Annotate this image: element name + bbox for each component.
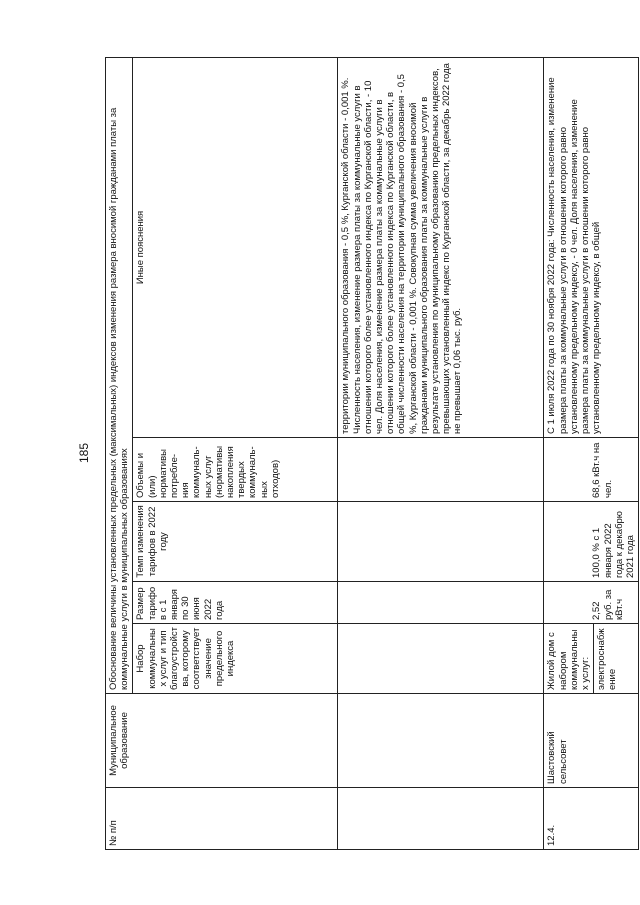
table-row (338, 57, 544, 849)
cell-tariff-rate (544, 502, 639, 582)
header-municipality: Муниципальное образование (106, 694, 338, 788)
cell-volumes (544, 438, 639, 502)
cell-empty (338, 582, 544, 624)
header-volumes: Объемы и (или) нормативы потребле-ния коммуналь-ных услуг (нормативы накопления твердых коммуналь-ных отходов) (133, 438, 338, 502)
header-group-title: Обоснование величины установленных предельных (максимальных) индексов изменения размера вносимой гражданами платы за коммунальные услуги в муниципальных образованиях (106, 57, 133, 693)
cell-empty (338, 694, 544, 788)
cell-empty (338, 788, 544, 850)
header-tariff-rate: Темп изменения тарифов в 2022 году (133, 502, 338, 582)
cell-set-line2: электроснабжение (593, 624, 618, 693)
cell-notes-continued: территории муниципального образования - 0,5 %, Курганской области - 0,001 %. Численность населения, изменение размера платы за коммунальные услуги в отношении которого более установленного индекса по Курганской области, - 10 чел. Доля населения, изменение размера платы за коммунальные услуги в отношении которого более установленного индекса по Курганской области, в общей численности населения на территории муниципального образования - 0,5 %, Курганской области - 0,001 %. Совокупная сумма увеличения вносимой гражданами муниципального образования платы за коммунальные услуги в результате установления по муниципальному образованию предельных индексов, превышающих установленный индекс по Курганской области, за декабрь 2022 года не превышает 0,06 тыс. руб. (338, 57, 544, 437)
table-frame (105, 58, 637, 850)
tariff-size-value: 2,52 руб. за кВт.ч (591, 589, 625, 620)
cell-empty (338, 624, 544, 694)
header-set: Набор коммунальных услуг и тип благоустройства, которому соответствует значение предельного индекса (133, 624, 338, 694)
cell-empty (338, 438, 544, 502)
cell-set-line1: Жилой дом с набором коммунальных услуг: (546, 629, 592, 690)
justification-table (105, 57, 639, 850)
volumes-value: 68,6 кВт.ч на чел. (591, 442, 614, 498)
cell-notes: С 1 июля 2022 года по 30 ноября 2022 года: Численность населения, изменение размера платы за коммунальные услуги в отношении которого равно установленному предельному индексу, - 0 чел. Доля населения, изменение размера платы за коммунальные услуги в отношении которого равно установленному предельному индексу, в общей (544, 57, 639, 437)
cell-empty (338, 502, 544, 582)
cell-num: 12.4. (544, 788, 639, 850)
table-row (544, 57, 639, 849)
header-notes: Иные пояснения (133, 57, 338, 437)
cell-tariff-size (544, 582, 639, 624)
tariff-rate-value: 100,0 % с 1 января 2022 года к декабрю 2021 года (591, 511, 637, 578)
cell-municipality: Шастовский сельсовет (544, 694, 639, 788)
header-tariff-size: Размер тарифов с 1 января по 30 июня 2022 года (133, 582, 338, 624)
rotated-table-container (105, 58, 637, 850)
page-number: 185 (77, 442, 92, 464)
header-num: № п/п (106, 788, 338, 850)
cell-set (544, 624, 639, 694)
